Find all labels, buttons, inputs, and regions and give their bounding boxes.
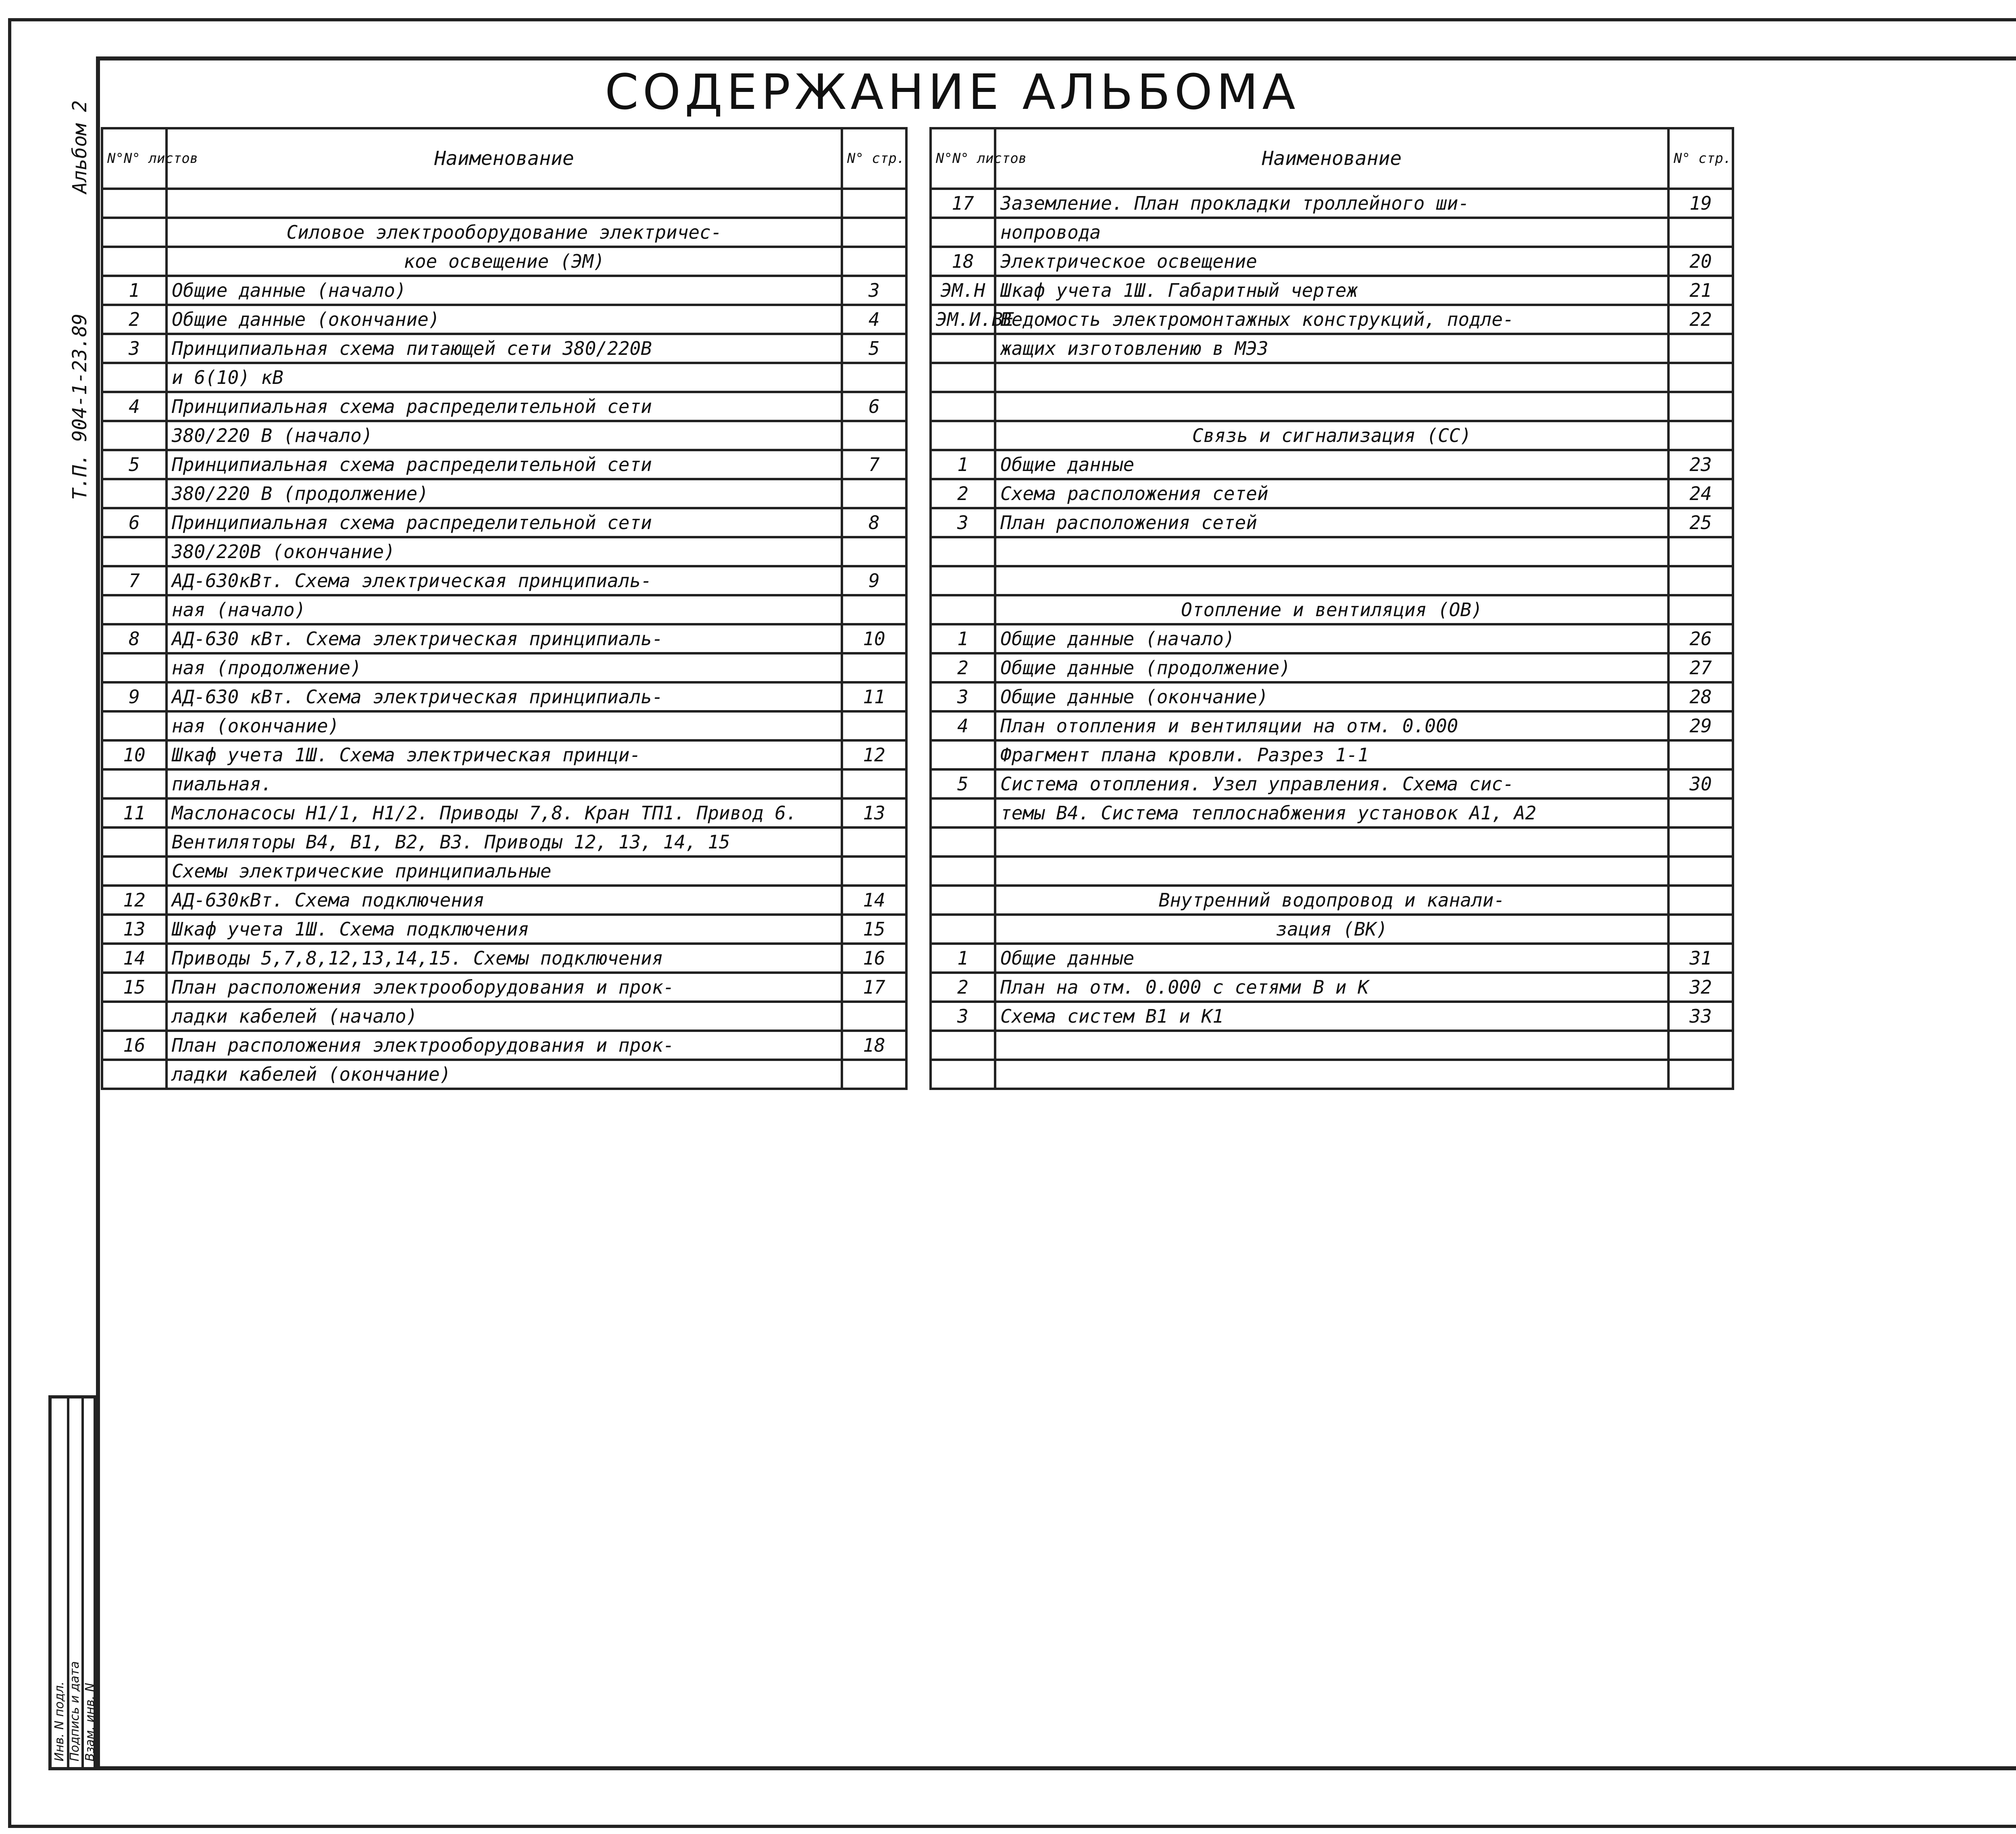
- page-number-cell: 19: [1668, 189, 1733, 218]
- section-heading-cell: Отопление и вентиляция (ОВ): [995, 595, 1668, 624]
- sheet-number-cell: ЭМ.И.ВЕ: [931, 305, 995, 334]
- sheet-name-cell: Фрагмент плана кровли. Разрез 1-1: [995, 740, 1668, 769]
- table-row: [931, 944, 1733, 973]
- page-number-cell: [842, 711, 906, 740]
- page-number-cell: [1668, 798, 1733, 827]
- table-row: [931, 827, 1733, 857]
- page-number-cell: [842, 189, 906, 218]
- table-row: [102, 740, 906, 769]
- sheet-number-cell: [931, 363, 995, 392]
- sheet-name-cell: Принципиальная схема распределительной сети: [167, 392, 842, 421]
- section-heading-cell: зация (ВК): [995, 915, 1668, 944]
- table-row: [102, 218, 906, 247]
- table-row: [931, 740, 1733, 769]
- table-row: [931, 479, 1733, 508]
- page-number-cell: 13: [842, 798, 906, 827]
- sheet-name-cell: нопровода: [995, 218, 1668, 247]
- table-row: [102, 886, 906, 915]
- sheet-number-cell: [102, 653, 167, 682]
- album-label: Альбом 2: [69, 100, 91, 194]
- table-row: [102, 421, 906, 450]
- section-heading-cell: Силовое электрооборудование электричес-: [167, 218, 842, 247]
- page-number-cell: [1668, 915, 1733, 944]
- table-header: [931, 128, 1733, 189]
- sheet-name-cell: ная (продолжение): [167, 653, 842, 682]
- page-number-cell: [1668, 218, 1733, 247]
- page-number-cell: [1668, 537, 1733, 566]
- sheet-number-cell: 17: [931, 189, 995, 218]
- sheet-name-cell: Общие данные (окончание): [995, 682, 1668, 711]
- sheet-name-cell: Общие данные (начало): [995, 624, 1668, 653]
- table-row: [931, 1002, 1733, 1031]
- table-row: [931, 537, 1733, 566]
- sheet-name-cell: Ведомость электромонтажных конструкций, подле-: [995, 305, 1668, 334]
- page-number-cell: [842, 247, 906, 276]
- page-number-cell: [842, 1060, 906, 1089]
- sheet-name-cell: жащих изготовлению в МЭЗ: [995, 334, 1668, 363]
- table-row: [102, 450, 906, 479]
- sheet-number-cell: 6: [102, 508, 167, 537]
- sheet-name-cell: Шкаф учета 1Ш. Схема электрическая принци-: [167, 740, 842, 769]
- table-row: [102, 624, 906, 653]
- page-number-cell: [842, 857, 906, 886]
- page-number-cell: [842, 218, 906, 247]
- page-number-cell: [842, 421, 906, 450]
- sheet-name-cell: Принципиальная схема питающей сети 380/220В: [167, 334, 842, 363]
- table-row: [102, 653, 906, 682]
- sheet-number-cell: [931, 915, 995, 944]
- sheet-number-cell: [931, 566, 995, 595]
- sheet-name-cell: План расположения электрооборудования и прок-: [167, 1031, 842, 1060]
- sheet-number-cell: [931, 218, 995, 247]
- page-number-cell: 22: [1668, 305, 1733, 334]
- sheet-number-cell: [102, 595, 167, 624]
- sheet-number-cell: 15: [102, 973, 167, 1002]
- table-row: [931, 392, 1733, 421]
- table-row: [931, 450, 1733, 479]
- sheet-number-cell: [102, 827, 167, 857]
- sheet-number-cell: [102, 537, 167, 566]
- page-number-cell: [842, 595, 906, 624]
- table-row: [931, 508, 1733, 537]
- sheet-name-cell: Общие данные (продолжение): [995, 653, 1668, 682]
- sheet-number-cell: 3: [931, 682, 995, 711]
- sheet-name-cell: Электрическое освещение: [995, 247, 1668, 276]
- sheet-name-cell: Общие данные (окончание): [167, 305, 842, 334]
- sheet-number-cell: [931, 1031, 995, 1060]
- table-row: [102, 479, 906, 508]
- sheet-number-cell: [931, 595, 995, 624]
- sheet-name-cell: Шкаф учета 1Ш. Габаритный чертеж: [995, 276, 1668, 305]
- page-number-cell: [1668, 857, 1733, 886]
- table-row: [102, 595, 906, 624]
- sheet-number-cell: [102, 711, 167, 740]
- page-number-cell: 8: [842, 508, 906, 537]
- page-number-cell: [1668, 827, 1733, 857]
- page-number-cell: 26: [1668, 624, 1733, 653]
- sheet-number-cell: [931, 798, 995, 827]
- page-number-cell: 25: [1668, 508, 1733, 537]
- sheet-number-cell: 12: [102, 886, 167, 915]
- sheet-name-cell: [995, 1060, 1668, 1089]
- sheet-name-cell: АД-630кВт. Схема электрическая принципиаль-: [167, 566, 842, 595]
- table-row: [931, 1031, 1733, 1060]
- page-number-cell: 10: [842, 624, 906, 653]
- sheet-number-cell: 2: [931, 653, 995, 682]
- page-number-cell: [842, 479, 906, 508]
- page-number-cell: 3: [842, 276, 906, 305]
- sheet-name-cell: Шкаф учета 1Ш. Схема подключения: [167, 915, 842, 944]
- page-number-cell: 17: [842, 973, 906, 1002]
- page-number-cell: [842, 363, 906, 392]
- sheet-name-cell: 380/220 В (продолжение): [167, 479, 842, 508]
- table-row: [102, 798, 906, 827]
- page-number-cell: [1668, 566, 1733, 595]
- page-number-cell: 4: [842, 305, 906, 334]
- sheet-number-cell: 7: [102, 566, 167, 595]
- page-number-cell: 5: [842, 334, 906, 363]
- table-row: [931, 334, 1733, 363]
- table-row: [102, 334, 906, 363]
- sheet-number-cell: [102, 218, 167, 247]
- sheet-name-cell: План расположения сетей: [995, 508, 1668, 537]
- sheet-name-cell: ладки кабелей (окончание): [167, 1060, 842, 1089]
- toc-table-left: [101, 127, 908, 1090]
- sheet-name-cell: [995, 1031, 1668, 1060]
- sheet-number-cell: [931, 886, 995, 915]
- table-row: [931, 305, 1733, 334]
- sheet-name-cell: [995, 392, 1668, 421]
- page-number-cell: [842, 653, 906, 682]
- table-row: [931, 624, 1733, 653]
- sheet-name-cell: Принципиальная схема распределительной сети: [167, 450, 842, 479]
- sheet-number-cell: [102, 857, 167, 886]
- table-row: [102, 1002, 906, 1031]
- table-row: [931, 566, 1733, 595]
- section-heading-cell: кое освещение (ЭМ): [167, 247, 842, 276]
- sheet-number-cell: [102, 363, 167, 392]
- sheet-number-cell: 4: [931, 711, 995, 740]
- sheet-number-cell: [102, 479, 167, 508]
- sheet-name-cell: [995, 827, 1668, 857]
- sheet-name-cell: ладки кабелей (начало): [167, 1002, 842, 1031]
- page-number-cell: 18: [842, 1031, 906, 1060]
- sheet-number-cell: 10: [102, 740, 167, 769]
- header-page-no: N° стр.: [1668, 128, 1733, 189]
- sheet-name-cell: АД-630 кВт. Схема электрическая принципиаль-: [167, 624, 842, 653]
- table-row: [102, 827, 906, 857]
- sheet-name-cell: Схема расположения сетей: [995, 479, 1668, 508]
- table-row: [102, 363, 906, 392]
- sheet-name-cell: 380/220В (окончание): [167, 537, 842, 566]
- sheet-number-cell: [931, 827, 995, 857]
- sheet-number-cell: 8: [102, 624, 167, 653]
- sheet-number-cell: [931, 334, 995, 363]
- page-number-cell: 6: [842, 392, 906, 421]
- sheet-name-cell: [995, 857, 1668, 886]
- sheet-name-cell: [995, 537, 1668, 566]
- sheet-number-cell: 5: [931, 769, 995, 798]
- sheet-number-cell: 14: [102, 944, 167, 973]
- table-row: [931, 973, 1733, 1002]
- page-number-cell: [842, 537, 906, 566]
- table-row: [102, 537, 906, 566]
- sheet-number-cell: 1: [931, 944, 995, 973]
- sheet-name-cell: и 6(10) кВ: [167, 363, 842, 392]
- sheet-number-cell: 3: [931, 1002, 995, 1031]
- table-row: [931, 886, 1733, 915]
- table-row: [931, 682, 1733, 711]
- sheet-number-cell: [931, 1060, 995, 1089]
- page-number-cell: 9: [842, 566, 906, 595]
- table-row: [931, 857, 1733, 886]
- sheet-number-cell: [931, 740, 995, 769]
- sheet-number-cell: 1: [931, 624, 995, 653]
- table-row: [931, 189, 1733, 218]
- sheet-name-cell: Схема систем В1 и К1: [995, 1002, 1668, 1031]
- page-number-cell: 15: [842, 915, 906, 944]
- sheet-number-cell: [102, 189, 167, 218]
- table-row: [931, 798, 1733, 827]
- page-number-cell: 11: [842, 682, 906, 711]
- sheet-number-cell: [931, 537, 995, 566]
- table-row: [931, 915, 1733, 944]
- project-code: Т.П. 904-1-23.89: [69, 313, 91, 500]
- table-row: [102, 857, 906, 886]
- page-number-cell: [1668, 595, 1733, 624]
- stamp-inv-no: Инв. N подл.: [52, 1681, 67, 1761]
- table-row: [931, 247, 1733, 276]
- sheet-number-cell: 18: [931, 247, 995, 276]
- sheet-name-cell: [167, 189, 842, 218]
- sheet-name-cell: Заземление. План прокладки троллейного ши-: [995, 189, 1668, 218]
- sheet-number-cell: 3: [102, 334, 167, 363]
- table-row: [931, 218, 1733, 247]
- section-heading-cell: Связь и сигнализация (СС): [995, 421, 1668, 450]
- header-sheet-no: N°N° листов: [931, 128, 995, 189]
- sheet-name-cell: Система отопления. Узел управления. Схема сис-: [995, 769, 1668, 798]
- page-number-cell: 28: [1668, 682, 1733, 711]
- sheet-number-cell: 3: [931, 508, 995, 537]
- page-number-cell: [1668, 740, 1733, 769]
- sheet-number-cell: [102, 247, 167, 276]
- table-row: [102, 392, 906, 421]
- page-number-cell: [842, 769, 906, 798]
- sheet-name-cell: пиальная.: [167, 769, 842, 798]
- page-number-cell: 23: [1668, 450, 1733, 479]
- sheet-number-cell: 11: [102, 798, 167, 827]
- table-row: [102, 711, 906, 740]
- table-row: [931, 421, 1733, 450]
- sheet-number-cell: 1: [931, 450, 995, 479]
- page-number-cell: 14: [842, 886, 906, 915]
- sheet-number-cell: [931, 857, 995, 886]
- sheet-number-cell: [931, 392, 995, 421]
- sheet-number-cell: 16: [102, 1031, 167, 1060]
- page-number-cell: 20: [1668, 247, 1733, 276]
- page-number-cell: [1668, 421, 1733, 450]
- sheet-number-cell: 2: [931, 973, 995, 1002]
- section-heading-cell: Внутренний водопровод и канали-: [995, 886, 1668, 915]
- page-number-cell: 32: [1668, 973, 1733, 1002]
- sheet-name-cell: АД-630 кВт. Схема электрическая принципиаль-: [167, 682, 842, 711]
- sheet-name-cell: темы В4. Система теплоснабжения установок А1, А2: [995, 798, 1668, 827]
- table-row: [931, 653, 1733, 682]
- sheet-name-cell: Общие данные: [995, 944, 1668, 973]
- sheet-number-cell: [102, 1060, 167, 1089]
- sheet-name-cell: Общие данные: [995, 450, 1668, 479]
- page-number-cell: [842, 1002, 906, 1031]
- table-row: [102, 276, 906, 305]
- sheet-name-cell: 380/220 В (начало): [167, 421, 842, 450]
- sheet-number-cell: 4: [102, 392, 167, 421]
- page-number-cell: [1668, 392, 1733, 421]
- sheet-name-cell: Маслонасосы Н1/1, Н1/2. Приводы 7,8. Кран ТП1. Привод 6.: [167, 798, 842, 827]
- page-number-cell: 27: [1668, 653, 1733, 682]
- table-row: [102, 566, 906, 595]
- sheet-name-cell: Общие данные (начало): [167, 276, 842, 305]
- sheet-name-cell: План отопления и вентиляции на отм. 0.000: [995, 711, 1668, 740]
- table-row: [102, 769, 906, 798]
- page-number-cell: [1668, 1060, 1733, 1089]
- sheet-name-cell: Вентиляторы В4, В1, В2, В3. Приводы 12, 13, 14, 15: [167, 827, 842, 857]
- table-row: [102, 944, 906, 973]
- table-row: [931, 1060, 1733, 1089]
- page-number-cell: [1668, 334, 1733, 363]
- sheet-name-cell: АД-630кВт. Схема подключения: [167, 886, 842, 915]
- page-number-cell: 7: [842, 450, 906, 479]
- table-row: [102, 1060, 906, 1089]
- sheet-number-cell: [102, 421, 167, 450]
- sheet-name-cell: Схемы электрические принципиальные: [167, 857, 842, 886]
- sheet-number-cell: 9: [102, 682, 167, 711]
- page-number-cell: 12: [842, 740, 906, 769]
- page-number-cell: 24: [1668, 479, 1733, 508]
- page-title: СОДЕРЖАНИЕ АЛЬБОМА: [605, 65, 1300, 121]
- table-row: [102, 973, 906, 1002]
- table-row: [102, 682, 906, 711]
- page-number-cell: 21: [1668, 276, 1733, 305]
- sheet-number-cell: 13: [102, 915, 167, 944]
- sheet-name-cell: ная (начало): [167, 595, 842, 624]
- header-sheet-no: N°N° листов: [102, 128, 167, 189]
- sheet-number-cell: ЭМ.Н: [931, 276, 995, 305]
- page-number-cell: 31: [1668, 944, 1733, 973]
- table-header: [102, 128, 906, 189]
- sheet-number-cell: 2: [931, 479, 995, 508]
- table-row: [931, 769, 1733, 798]
- sheet-number-cell: [931, 421, 995, 450]
- sheet-name-cell: План расположения электрооборудования и прок-: [167, 973, 842, 1002]
- header-page-no: N° стр.: [842, 128, 906, 189]
- page-number-cell: 30: [1668, 769, 1733, 798]
- sheet-number-cell: 5: [102, 450, 167, 479]
- table-row: [102, 1031, 906, 1060]
- sheet-name-cell: Принципиальная схема распределительной сети: [167, 508, 842, 537]
- table-row: [102, 247, 906, 276]
- table-row: [102, 508, 906, 537]
- page-number-cell: [842, 827, 906, 857]
- table-row: [102, 189, 906, 218]
- sheet-number-cell: [102, 769, 167, 798]
- page-number-cell: 16: [842, 944, 906, 973]
- sheet-number-cell: [102, 1002, 167, 1031]
- sheet-name-cell: ная (окончание): [167, 711, 842, 740]
- sheet-number-cell: 2: [102, 305, 167, 334]
- table-row: [102, 305, 906, 334]
- table-row: [102, 915, 906, 944]
- approval-stamp: [48, 1395, 97, 1770]
- page-number-cell: [1668, 1031, 1733, 1060]
- page-number-cell: [1668, 363, 1733, 392]
- sheet-number-cell: 1: [102, 276, 167, 305]
- table-row: [931, 276, 1733, 305]
- table-row: [931, 711, 1733, 740]
- sheet-name-cell: [995, 363, 1668, 392]
- sheet-name-cell: План на отм. 0.000 с сетями В и К: [995, 973, 1668, 1002]
- page-number-cell: [1668, 886, 1733, 915]
- header-name: Наименование: [995, 128, 1668, 189]
- table-row: [931, 595, 1733, 624]
- page-number-cell: 33: [1668, 1002, 1733, 1031]
- stamp-signature-date: Подпись и дата: [68, 1661, 82, 1761]
- stamp-replace-inv: Взам. инв. N: [83, 1683, 97, 1761]
- sheet-name-cell: [995, 566, 1668, 595]
- table-row: [931, 363, 1733, 392]
- toc-table-right: [929, 127, 1734, 1090]
- page-number-cell: 29: [1668, 711, 1733, 740]
- header-name: Наименование: [167, 128, 842, 189]
- sheet-name-cell: Приводы 5,7,8,12,13,14,15. Схемы подключения: [167, 944, 842, 973]
